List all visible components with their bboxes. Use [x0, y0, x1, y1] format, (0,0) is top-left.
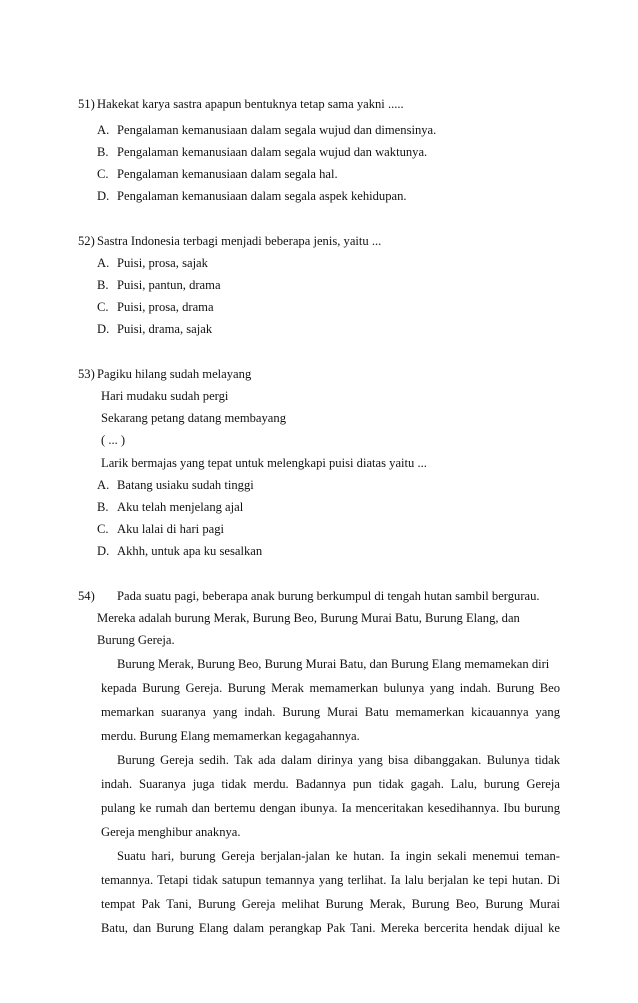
q54-paragraph-line: Burung Gereja sedih. Tak ada dalam dirinya yang bisa dibanggakan. Bulunya tidak [117, 753, 560, 767]
q54-paragraph-line: indah. Suaranya juga tidak merdu. Badannya pun tidak gagah. Lalu, burung Gereja [101, 777, 560, 791]
q54-paragraph-line: Burung Gereja. [97, 633, 175, 647]
q53-option-d-letter: D. [97, 544, 110, 558]
q54-paragraph-line: merdu. Burung Elang memamerkan kegagahannya. [101, 729, 360, 743]
q52-option-c-letter: C. [97, 300, 109, 314]
question-51-number: 51) [78, 97, 95, 111]
q54-paragraph-line: memarkan suaranya yang indah. Burung Murai Batu memamerkan kicauannya yang [101, 705, 560, 719]
question-51-prompt: Hakekat karya sastra apapun bentuknya tetap sama yakni ..... [97, 97, 404, 111]
q51-option-d-letter: D. [97, 189, 110, 203]
q54-paragraph-line: Suatu hari, burung Gereja berjalan-jalan ke hutan. Ia ingin sekali menemui teman- [117, 849, 560, 863]
q52-option-d-text: Puisi, drama, sajak [117, 322, 213, 336]
q53-option-b-letter: B. [97, 500, 109, 514]
q53-poem-line-1: Pagiku hilang sudah melayang [97, 367, 252, 381]
q54-paragraph-line: temannya. Tetapi tidak satupun temannya yang terlihat. Ia lalu berjalan ke tepi hutan. Di [101, 873, 560, 887]
q51-option-b-letter: B. [97, 145, 109, 159]
q51-option-a-text: Pengalaman kemanusiaan dalam segala wujud dan dimensinya. [117, 123, 437, 137]
q54-paragraph-line: Mereka adalah burung Merak, Burung Beo, Burung Murai Batu, Burung Elang, dan [97, 611, 520, 625]
q53-option-c-text: Aku lalai di hari pagi [117, 522, 225, 536]
q51-option-b-text: Pengalaman kemanusiaan dalam segala wujud dan waktunya. [117, 145, 428, 159]
question-52-number: 52) [78, 234, 95, 248]
q54-paragraph-line: tempat Pak Tani, Burung Gereja melihat Burung Merak, Burung Beo, Burung Murai [101, 897, 560, 911]
q52-option-d-letter: D. [97, 322, 110, 336]
q54-paragraph-line: kepada Burung Gereja. Burung Merak memamerkan bulunya yang indah. Burung Beo [101, 681, 560, 695]
q51-option-d-text: Pengalaman kemanusiaan dalam segala aspek kehidupan. [117, 189, 407, 203]
question-53-prompt: Larik bermajas yang tepat untuk melengkapi puisi diatas yaitu ... [101, 456, 427, 470]
q52-option-b-letter: B. [97, 278, 109, 292]
q51-option-a-letter: A. [97, 123, 110, 137]
q53-poem-line-2: Hari mudaku sudah pergi [101, 389, 229, 403]
question-52-prompt: Sastra Indonesia terbagi menjadi beberapa jenis, yaitu ... [97, 234, 382, 248]
question-53-number: 53) [78, 367, 95, 381]
question-54-number: 54) [78, 589, 95, 603]
q53-option-b-text: Aku telah menjelang ajal [117, 500, 244, 514]
q51-option-c-letter: C. [97, 167, 109, 181]
q53-option-a-text: Batang usiaku sudah tinggi [117, 478, 254, 492]
q53-option-d-text: Akhh, untuk apa ku sesalkan [117, 544, 263, 558]
q53-option-c-letter: C. [97, 522, 109, 536]
q52-option-a-text: Puisi, prosa, sajak [117, 256, 208, 270]
q52-option-a-letter: A. [97, 256, 110, 270]
q54-paragraph-line: Batu, dan Burung Elang dalam perangkap Pak Tani. Mereka bercerita hendak dijual ke [101, 921, 560, 935]
q53-poem-line-3: Sekarang petang datang membayang [101, 411, 286, 425]
q54-paragraph-line: pulang ke rumah dan bertemu dengan ibunya. Ia menceritakan kesedihannya. Ibu burung [101, 801, 560, 815]
q54-paragraph-line: Burung Merak, Burung Beo, Burung Murai Batu, dan Burung Elang memamekan diri [117, 657, 550, 671]
q53-poem-line-4: ( ... ) [101, 433, 126, 447]
q54-paragraph-line: Pada suatu pagi, beberapa anak burung berkumpul di tengah hutan sambil bergurau. [117, 589, 540, 603]
q51-option-c-text: Pengalaman kemanusiaan dalam segala hal. [117, 167, 338, 181]
q52-option-c-text: Puisi, prosa, drama [117, 300, 214, 314]
q53-option-a-letter: A. [97, 478, 110, 492]
q54-paragraph-line: Gereja menghibur anaknya. [101, 825, 241, 839]
q52-option-b-text: Puisi, pantun, drama [117, 278, 221, 292]
